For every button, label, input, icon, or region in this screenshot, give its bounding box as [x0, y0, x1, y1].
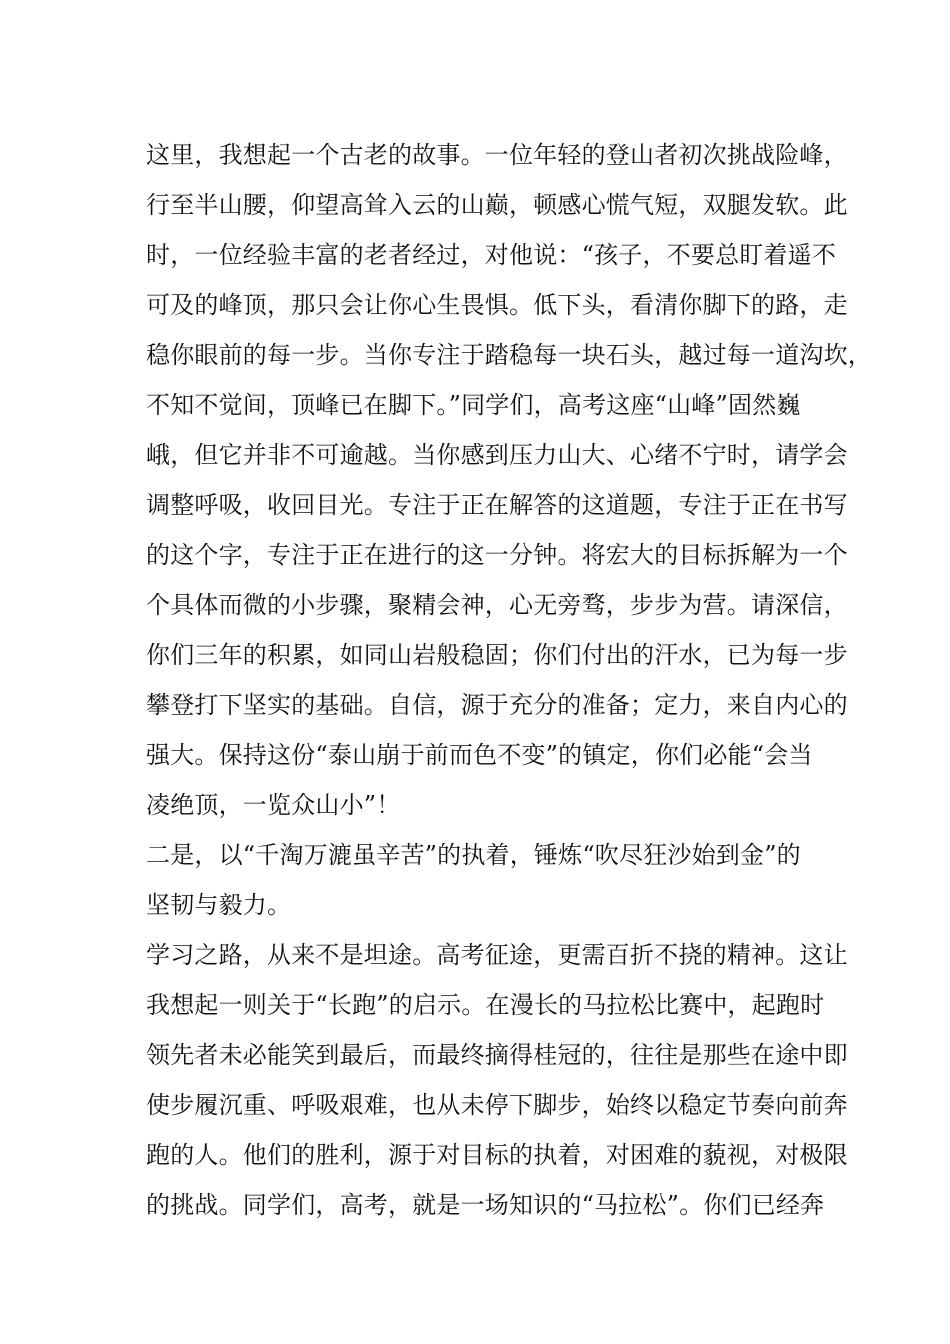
text-line: 我想起一则关于“长跑”的启示。在漫长的马拉松比赛中，起跑时	[146, 991, 825, 1019]
text-line: 领先者未必能笑到最后，而最终摘得桂冠的，往往是那些在途中即	[146, 1041, 848, 1069]
section-heading-line: 二是，以“千淘万漉虽辛苦”的执着，锤炼“吹尽狂沙始到金”的	[146, 841, 801, 869]
text-line: 稳你眼前的每一步。当你专注于踏稳每一块石头，越过每一道沟坎，	[146, 341, 872, 369]
text-line: 强大。保持这份“泰山崩于前而色不变”的镇定，你们必能“会当	[146, 741, 813, 769]
text-line: 你们三年的积累，如同山岩般稳固；你们付出的汗水，已为每一步	[146, 641, 848, 669]
text-line: 的这个字，专注于正在进行的这一分钟。将宏大的目标拆解为一个	[146, 541, 848, 569]
text-line: 的挑战。同学们，高考，就是一场知识的“马拉松”。你们已经奔	[146, 1191, 825, 1219]
text-line: 使步履沉重、呼吸艰难，也从未停下脚步，始终以稳定节奏向前奔	[146, 1091, 848, 1119]
text-line: 这里，我想起一个古老的故事。一位年轻的登山者初次挑战险峰，	[146, 141, 848, 169]
text-line: 调整呼吸，收回目光。专注于正在解答的这道题，专注于正在书写	[146, 491, 848, 519]
text-line: 不知不觉间，顶峰已在脚下。”同学们，高考这座“山峰”固然巍	[146, 391, 801, 419]
text-line: 行至半山腰，仰望高耸入云的山巅，顿感心慌气短，双腿发软。此	[146, 191, 848, 219]
text-line: 凌绝顶，一览众山小”！	[146, 791, 401, 819]
text-line: 时，一位经验丰富的老者经过，对他说：“孩子，不要总盯着遥不	[146, 241, 837, 269]
section-heading-line: 坚韧与毅力。	[146, 891, 292, 919]
text-line: 个具体而微的小步骤，聚精会神，心无旁骛，步步为营。请深信，	[146, 591, 848, 619]
text-line: 跑的人。他们的胜利，源于对目标的执着，对困难的藐视，对极限	[146, 1141, 848, 1169]
text-line: 学习之路，从来不是坦途。高考征途，更需百折不挠的精神。这让	[146, 941, 848, 969]
text-line: 攀登打下坚实的基础。自信，源于充分的准备；定力，来自内心的	[146, 691, 848, 719]
body-text	[146, 130, 872, 1230]
text-line: 可及的峰顶，那只会让你心生畏惧。低下头，看清你脚下的路，走	[146, 291, 848, 319]
text-line: 峨，但它并非不可逾越。当你感到压力山大、心绪不宁时，请学会	[146, 441, 848, 469]
